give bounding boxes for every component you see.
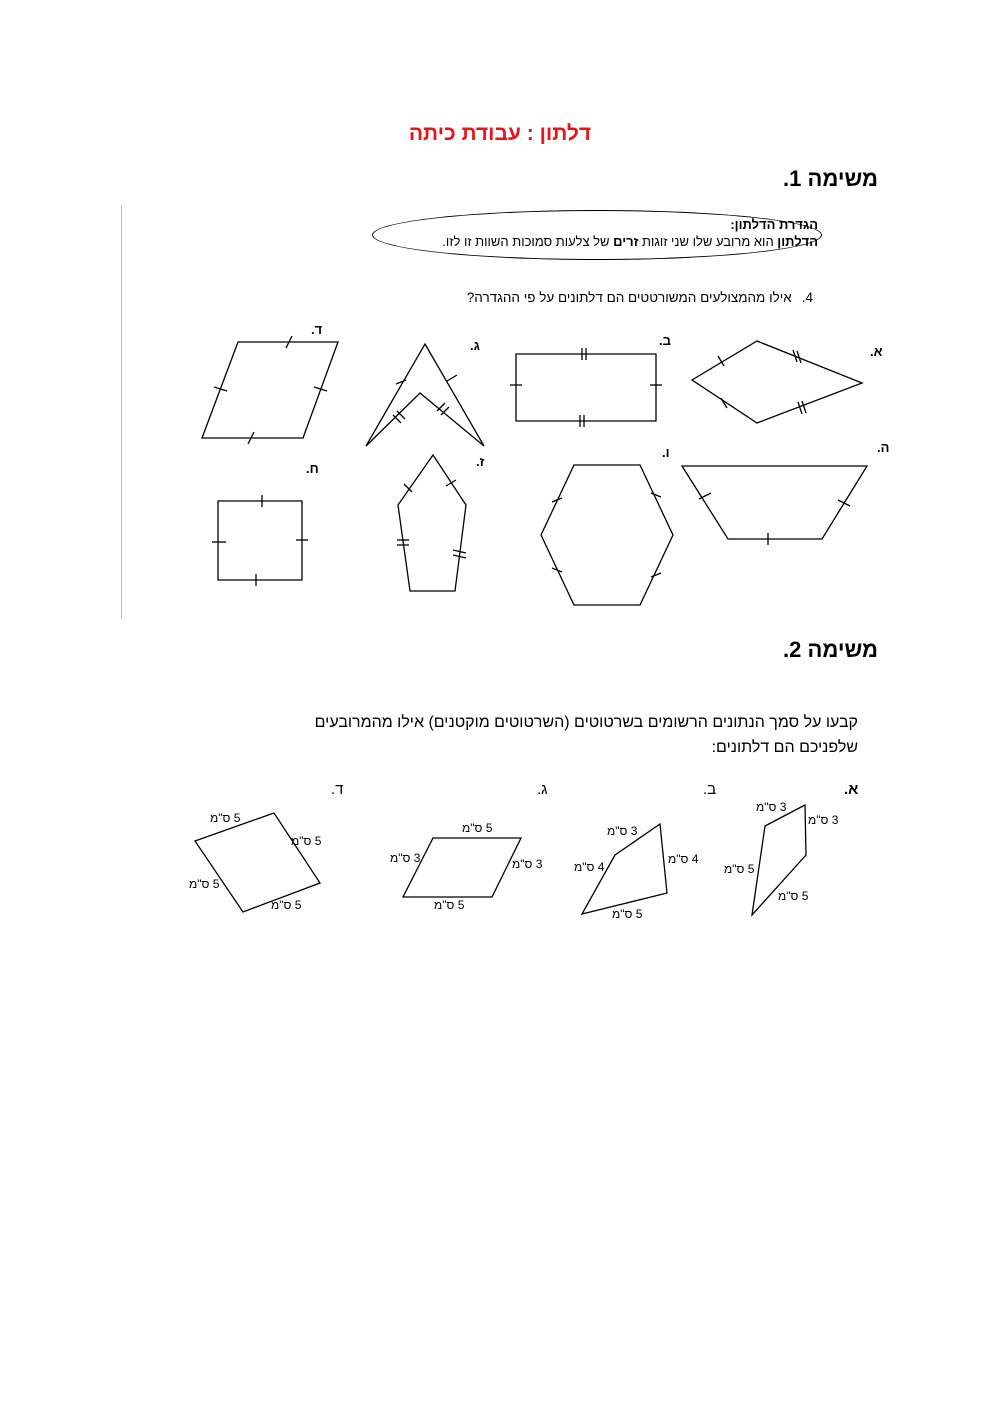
measure-a-left: 5 ס"מ xyxy=(724,862,755,876)
measure-b-left: 4 ס"מ xyxy=(574,860,605,874)
measure-d-right: 5 ס"מ xyxy=(291,834,322,848)
shape-label-g: ג. xyxy=(470,338,480,353)
definition-term: הדלתון xyxy=(777,234,818,249)
measure-b-right: 4 ס"מ xyxy=(668,852,699,866)
measure-c-right: 3 ס"מ xyxy=(512,857,543,871)
tick xyxy=(396,380,406,384)
shape-label-b: ב. xyxy=(659,333,671,348)
shape-v xyxy=(541,465,673,605)
shape-a xyxy=(692,341,862,423)
task2-label-a: א. xyxy=(844,781,859,798)
measure-c-left: 3 ס"מ xyxy=(390,851,421,865)
question-text: אילו מהמצולעים המשורטטים הם דלתונים על פי ההגדרה? xyxy=(466,290,792,305)
page-title: דלתון : עבודת כיתה xyxy=(408,122,592,145)
measure-c-bottom: 5 ס"מ xyxy=(434,898,465,912)
measure-b-bottom: 5 ס"מ xyxy=(612,907,643,921)
measure-d-left: 5 ס"מ xyxy=(189,877,220,891)
measure-a-right: 3 ס"מ xyxy=(808,813,839,827)
shape-b xyxy=(516,354,656,421)
shape-h xyxy=(682,466,867,539)
measure-a-bottom: 5 ס"מ xyxy=(778,889,809,903)
shape-label-z: ז. xyxy=(476,454,485,469)
task2-label-g: ג. xyxy=(537,781,548,798)
measure-d-top: 5 ס"מ xyxy=(210,811,241,825)
shape-label-het: ח. xyxy=(306,461,319,476)
measure-b-top: 3 ס"מ xyxy=(607,824,638,838)
task2-shape-c xyxy=(403,838,521,897)
shape-z xyxy=(398,455,466,591)
tick xyxy=(651,493,661,497)
measure-c-top: 5 ס"מ xyxy=(462,821,493,835)
shape-label-h: ה. xyxy=(877,440,890,455)
shape-label-a: א. xyxy=(870,344,883,359)
definition-heading: הגדרת הדלתון: xyxy=(730,217,818,232)
definition-part2: של צלעות סמוכות השוות זו לזו. xyxy=(442,234,614,249)
tick xyxy=(651,573,661,577)
tick xyxy=(802,401,806,413)
shape-label-v: ו. xyxy=(662,445,670,460)
tick xyxy=(798,402,802,414)
task2-label-b: ב. xyxy=(703,781,717,798)
definition-part1: הוא מרובע שלו שני זוגות xyxy=(638,234,778,249)
tick xyxy=(838,500,850,506)
measure-d-bottom: 5 ס"מ xyxy=(271,898,302,912)
task2-heading: משימה 2. xyxy=(783,637,878,662)
question-number: 4. xyxy=(801,290,813,305)
shape-label-d: ד. xyxy=(311,322,323,337)
measure-a-top: 3 ס"מ xyxy=(756,800,787,814)
task1-heading: משימה 1. xyxy=(783,166,878,191)
tick xyxy=(446,480,456,486)
definition-emph: זרים xyxy=(613,234,639,249)
task2-instructions: קבעו על סמך הנתונים הרשומים בשרטוטים (השרטוטים מוקטנים) אילו מהמרובעים שלפניכם הם דלתונים: xyxy=(314,714,858,756)
tick xyxy=(447,375,457,381)
task2-label-d: ד. xyxy=(331,781,344,798)
shape-g xyxy=(366,344,484,446)
shape-het xyxy=(218,501,302,580)
